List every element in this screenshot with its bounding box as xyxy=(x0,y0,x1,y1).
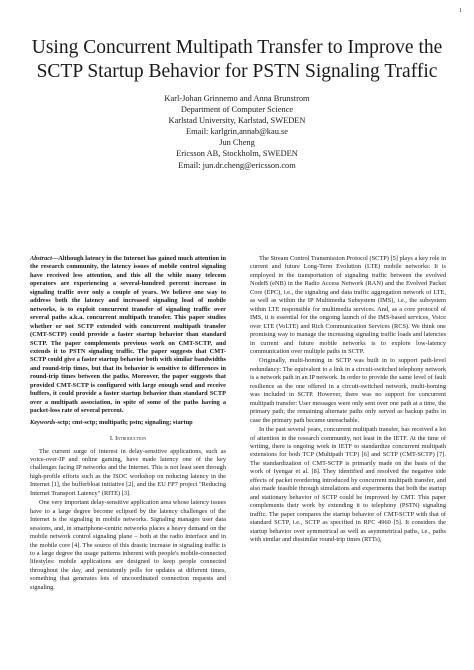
paper-title-line-2: SCTP Startup Behavior for PSTN Signaling Traffic xyxy=(36,61,438,82)
abstract xyxy=(30,255,226,416)
author-name-2: Jun Cheng xyxy=(219,138,255,148)
author-email-2: Email: jun.dr.cheng@ericsson.com xyxy=(178,160,296,170)
author-affiliation: Karlstad University, Karlstad, SWEDEN xyxy=(168,116,306,126)
author-block xyxy=(100,93,374,171)
intro-paragraph: The current surge of interest in delay-sensitive applications, such as voice-over-IP and online gaming, have made latency one of the key challenges facing IP networks and the Internet. This is not least seen through high-profile efforts such as the ISOC workshop on reducing latency in the Internet [1], the bufferbloat initiative [2], and the EU FP7 project "Reducing Internet Transport Latency" (RITE) [3]. xyxy=(30,447,226,497)
left-column xyxy=(30,255,226,593)
author-names: Karl-Johan Grinnemo and Anna Brunstrom xyxy=(164,94,310,103)
right-column xyxy=(250,255,446,545)
keywords-text: -sctp; cmt-sctp; multipath; pstn; signaling; startup xyxy=(55,418,193,426)
section-heading-introduction: I. Introduction xyxy=(109,435,147,443)
body-paragraph: In the past several years, concurrent multipath transfer, has received a lot of attention in the research community, not least in the IETF. At the time of writing, there is ongoing work in IETF to standardize concurrent multipath extensions for both TCP (Multipath TCP) [6] and SCTP (CMT-SCTP) [7]. The standardization of CMT-SCTP is primarily made on the basis of the work of Iyengar et al. [8]. They identified and resolved the negative side effects of packet reordering introduced by concurrent multipath transfer, and also made feasible through simulations and experiments that both the startup and stationary behavior of SCTP could be improved by CMT. This paper complements their work by extending it to telephony (PSTN) signaling traffic. The paper compares the startup behavior of CMT-SCTP with that of standard SCTP, i.e., SCTP as specified in RFC 4960 [5]. It considers the startup behavior over symmetrical as well as asymmetrical paths, i.e., paths with similar and dissimilar round-trip times (RTTs), xyxy=(250,426,446,543)
paper-title xyxy=(18,36,456,84)
page-number: 1 xyxy=(459,8,462,14)
body-paragraph: The Stream Control Transmission Protocol (SCTP) [5] plays a key role in current and future Long-Term Evolution (LTE) mobile networks: It is employed in the transportation of signaling traffic between the evolved NodeB (eNB) in the Radio Access Network (RAN) and the Evolved Packet Core (EPC), i.e., the signaling and data traffic aggregation network of LTE, as well as within the IP Multimedia Subsystem (IMS), i.e., the subsystem within LTE responsible for multimedia services. And, as a core protocol of IMS, it is essential for the ongoing launch of the IMS-based services, Voice over LTE (VoLTE) and Rich Communication Services (RCS). We think one promising way to manage the increasing signaling traffic loads and latencies in current and future mobile networks is to explore low-latency communication over multiple paths in SCTP. xyxy=(250,255,446,355)
body-paragraph: Originally, multi-homing in SCTP was built in to support path-level redundancy: The equivalent to a link in a circuit-switched telephony network is a network path in an IP network. In order to provide the same level of fault resilience as the one offered in a circuit-switched network, multi-homing was included in SCTP. However, there was no support for concurrent multipath transfer: User messages were only sent over one path at a time, the primary path; the remaining alternate paths only served as backup paths in case the primary path became unreachable. xyxy=(250,357,446,424)
keywords xyxy=(30,419,226,427)
author-department: Department of Computer Science xyxy=(180,105,294,115)
author-affiliation-2: Ericsson AB, Stockholm, SWEDEN xyxy=(176,149,298,159)
author-email: Email: karlgrin,annab@kau.se xyxy=(186,127,288,137)
intro-paragraph: One very important delay-sensitive application area whose latency issues have to a large degree become eclipsed by the latency challenges of the Internet is the signaling in mobile networks. Signaling manages user data sessions, and, in smartphone-centric networks places a heavy demand on the mobile network control signaling plane – both at the radio interface and in the mobile core [4]. The source of this drastic increase in signaling traffic is to a large degree the usage patterns inherent with people's mobile-connected lifestyles: mobile applications are designed to keep people connected throughout the day, and persistently polls for updates at different times, something that generates lots of uncoordinated connection requests and signaling. xyxy=(30,499,226,591)
abstract-label: Abstract xyxy=(30,255,52,262)
abstract-text: —Although latency in the Internet has gained much attention in the research community, the latency issues of mobile control signaling have received less attention, and this all the while many telecom operators are experiencing a several-hundred percent increase in signaling traffic over only a couple of years. We believe one way to address both the latency and increased signaling load of mobile networks, is to exploit concurrent transfer of signaling traffic over several paths a.k.a. concurrent multipath transfer. This paper studies whether or not SCTP extended with concurrent multipath transfer (CMT-SCTP) could provide a faster startup behavior than standard SCTP. The paper complements previous work on CMT-SCTP, and extends it to PSTN signaling traffic. The paper suggests that CMT-SCTP could give a faster startup behavior both with similar bandwidths and round-trip times, but that its behavior is sensitive to differences in round-trip times between the paths. Moreover, the paper suggests that provided CMT-SCTP is configured with large enough send and receive buffers, it could provide a faster startup behavior than standard SCTP over a multipath association, in spite of some of the paths having a packet-loss rate of several percent. xyxy=(30,255,226,415)
paper-title-line-1: Using Concurrent Multipath Transfer to Improve the xyxy=(31,37,443,58)
keywords-label: Keywords xyxy=(30,418,56,426)
